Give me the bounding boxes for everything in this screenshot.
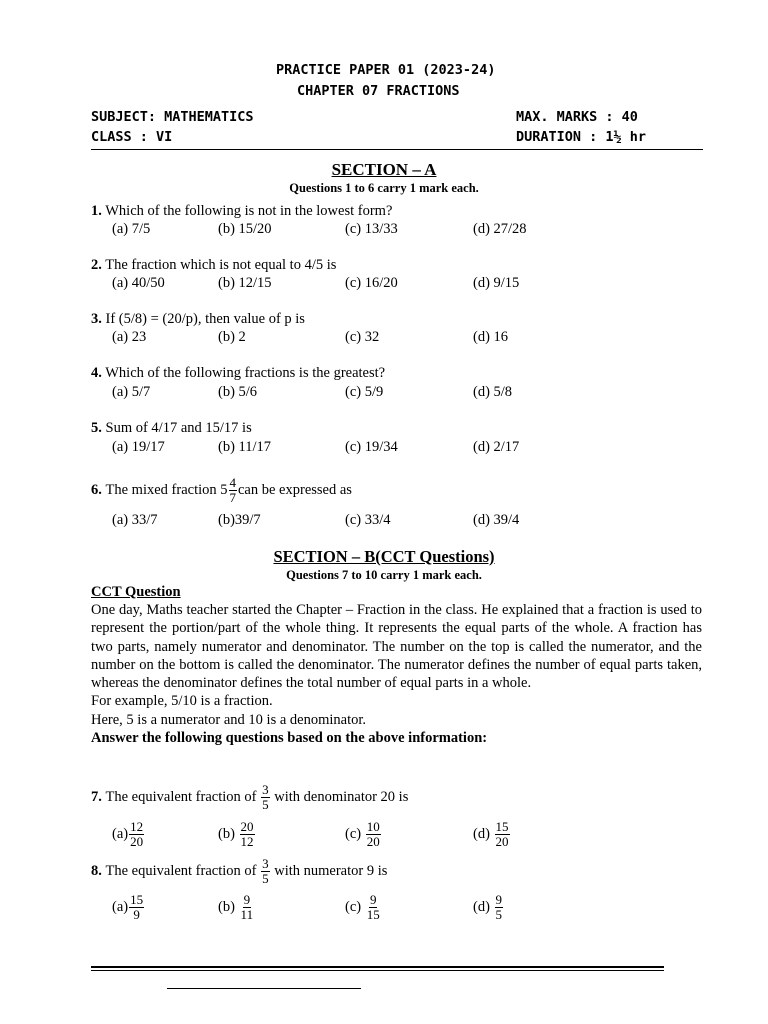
footer-double-rule-bottom bbox=[91, 970, 664, 971]
q6-option-d: (d) 39/4 bbox=[473, 512, 520, 528]
q8-option-d: (d) $\frac{9}{5}$ bbox=[473, 892, 503, 922]
q7-option-a: (a) $\frac{12}{20}$ bbox=[112, 819, 144, 849]
question-2: 2. The fraction which is not equal to 4/5 is bbox=[91, 257, 337, 273]
header-divider bbox=[91, 149, 703, 150]
q2-option-c: (c) 16/20 bbox=[345, 275, 398, 291]
q6-option-c: (c) 33/4 bbox=[345, 512, 391, 528]
section-b-title: SECTION – B(CCT Questions) bbox=[273, 547, 495, 566]
q6-option-a: (a) 33/7 bbox=[112, 512, 158, 528]
mixed-fraction-part: $\frac{4}{7}$ bbox=[229, 475, 236, 505]
cct-passage bbox=[91, 601, 702, 747]
q3-option-b: (b) 2 bbox=[218, 329, 246, 345]
q4-option-b: (b) 5/6 bbox=[218, 384, 258, 400]
footer-short-rule bbox=[167, 988, 361, 989]
max-marks-label: MAX. MARKS : 40 bbox=[516, 109, 638, 125]
q5-option-c: (c) 19/34 bbox=[345, 439, 398, 455]
q6-option-b: (b)39/7 bbox=[218, 512, 261, 528]
cct-heading: CCT Question bbox=[91, 584, 181, 600]
q8-option-a: (a) $\frac{15}{9}$ bbox=[112, 892, 144, 922]
q5-option-a: (a) 19/17 bbox=[112, 439, 165, 455]
q5-option-d: (d) 2/17 bbox=[473, 439, 520, 455]
question-4: 4. Which of the following fractions is the greatest? bbox=[91, 365, 386, 381]
cct-instruction: Answer the following questions based on the above information: bbox=[91, 730, 488, 747]
question-5: 5. Sum of 4/17 and 15/17 is bbox=[91, 420, 252, 436]
q7-option-b: (b) $\frac{20}{12}$ bbox=[218, 819, 254, 849]
q8-option-b: (b) $\frac{9}{11}$ bbox=[218, 892, 254, 922]
section-a-subtitle: Questions 1 to 6 carry 1 mark each. bbox=[289, 181, 479, 195]
q1-option-c: (c) 13/33 bbox=[345, 221, 398, 237]
q3-option-a: (a) 23 bbox=[112, 329, 147, 345]
subject-label: SUBJECT: MATHEMATICS bbox=[91, 109, 254, 125]
example-line-1: For example, 5/10 is a fraction. bbox=[91, 693, 273, 710]
question-3: 3. If (5/8) = (20/p), then value of p is bbox=[91, 311, 305, 327]
q7-option-d: (d) $\frac{15}{20}$ bbox=[473, 819, 509, 849]
q3-option-c: (c) 32 bbox=[345, 329, 380, 345]
q2-option-a: (a) 40/50 bbox=[112, 275, 165, 291]
q1-option-d: (d) 27/28 bbox=[473, 221, 527, 237]
q8-option-c: (c) $\frac{9}{15}$ bbox=[345, 892, 380, 922]
question-1: 1. Which of the following is not in the lowest form? bbox=[91, 203, 393, 219]
paper-title: PRACTICE PAPER 01 (2023-24) bbox=[276, 62, 496, 78]
class-label: CLASS : VI bbox=[91, 129, 173, 145]
q4-option-c: (c) 5/9 bbox=[345, 384, 384, 400]
q7-fraction: $\frac{3}{5}$ bbox=[262, 782, 269, 812]
section-b-subtitle: Questions 7 to 10 carry 1 mark each. bbox=[286, 568, 482, 582]
section-a-title: SECTION – A bbox=[331, 160, 437, 179]
q2-option-b: (b) 12/15 bbox=[218, 275, 272, 291]
mixed-fraction-whole: 5 bbox=[220, 482, 228, 498]
example-line-2: Here, 5 is a numerator and 10 is a denominator. bbox=[91, 711, 367, 728]
duration-label: DURATION : 1½ hr bbox=[516, 129, 647, 145]
cct-paragraph: One day, Maths teacher started the Chapter – Fraction in the class. He explained that a fraction is used to represent the portion/part of the whole thing. It represents the equal parts of the whole. A fraction has two parts, namely numerator and denominator. The number on the top is called the numerator, and the number on the bottom is called the denominator. The numerator defines the number of equal parts taken, whereas the denominator defines the total number of equal parts in a whole. bbox=[91, 602, 702, 692]
chapter-title: CHAPTER 07 FRACTIONS bbox=[297, 83, 460, 99]
q4-option-a: (a) 5/7 bbox=[112, 384, 151, 400]
q7-option-c: (c) $\frac{10}{20}$ bbox=[345, 819, 380, 849]
question-8: 8. The equivalent fraction of $\frac{3}{5}$ with numerator 9 is bbox=[91, 856, 388, 886]
q4-option-d: (d) 5/8 bbox=[473, 384, 513, 400]
q2-option-d: (d) 9/15 bbox=[473, 275, 520, 291]
question-6: 6. The mixed fraction 5 $\frac{4}{7}$ can be expressed as bbox=[91, 475, 352, 505]
q8-fraction: $\frac{3}{5}$ bbox=[262, 856, 269, 886]
question-7: 7. The equivalent fraction of $\frac{3}{5}$ with denominator 20 is bbox=[91, 782, 409, 812]
q3-option-d: (d) 16 bbox=[473, 329, 509, 345]
q5-option-b: (b) 11/17 bbox=[218, 439, 272, 455]
q1-option-b: (b) 15/20 bbox=[218, 221, 272, 237]
footer-double-rule-top bbox=[91, 966, 664, 968]
q1-option-a: (a) 7/5 bbox=[112, 221, 151, 237]
